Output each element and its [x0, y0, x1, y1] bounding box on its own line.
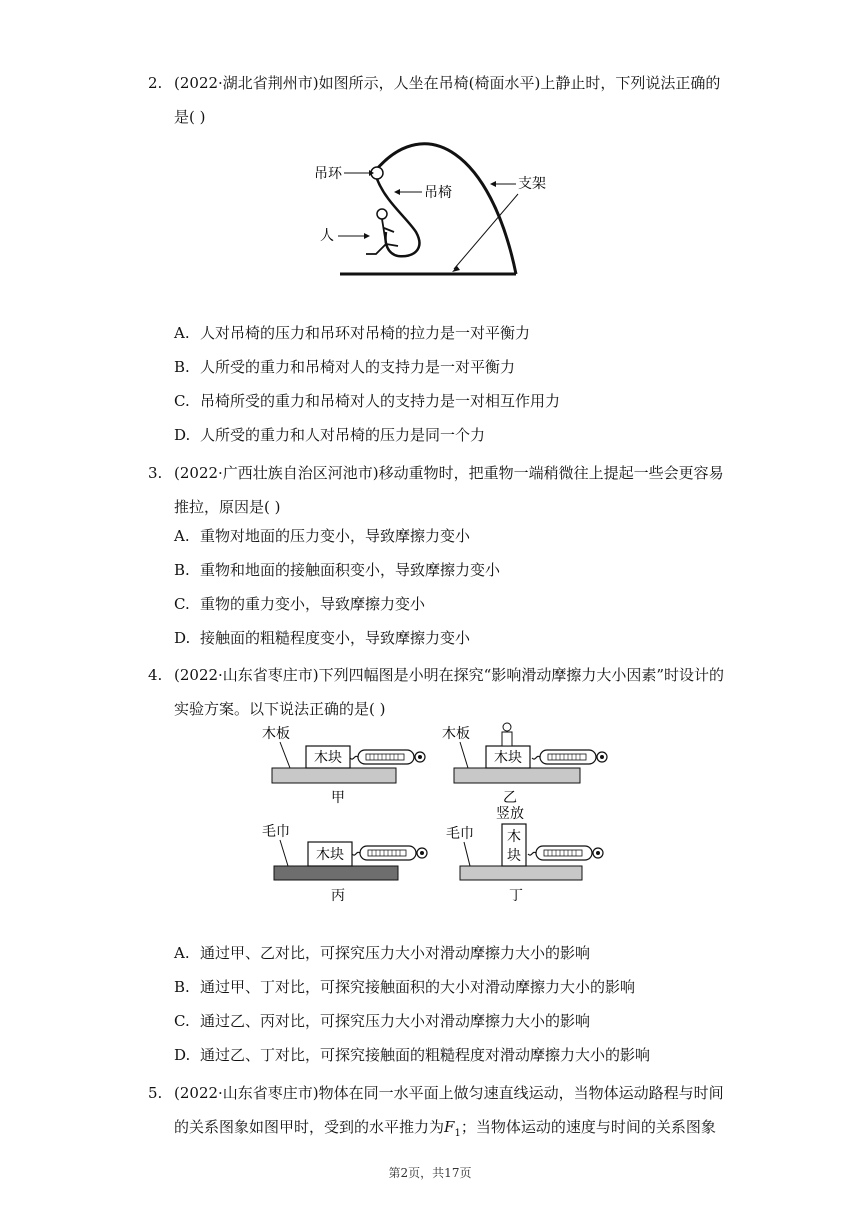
question-5 — [148, 1076, 728, 1151]
force-subscript: 1 — [454, 1128, 461, 1139]
label-block-v2: 块 — [507, 848, 521, 864]
question-text: (2022·广西壮族自治区河池市)移动重物时，把重物一端稍微往上提起一些会更容易推拉，原因是( ) — [174, 464, 724, 516]
option-3a — [174, 526, 470, 546]
option-text: 通过乙、丁对比，可探究接触面的粗糙程度对滑动摩擦力大小的影响 — [200, 1046, 651, 1064]
option-4b — [174, 977, 635, 997]
label-ding: 丁 — [509, 888, 523, 904]
option-letter: A. — [174, 527, 190, 545]
page-footer: 第2页，共17页 — [388, 1166, 472, 1180]
label-block-yi: 木块 — [494, 750, 522, 766]
option-text: 通过乙、丙对比，可探究压力大小对滑动摩擦力大小的影响 — [200, 1012, 591, 1030]
label-yi: 乙 — [503, 790, 517, 806]
option-4d — [174, 1045, 650, 1065]
question-2 — [148, 66, 728, 134]
option-letter: C. — [174, 1012, 190, 1030]
option-text: 通过甲、丁对比，可探究接触面积的大小对滑动摩擦力大小的影响 — [200, 978, 636, 996]
option-4c — [174, 1011, 590, 1031]
label-block-v1: 木 — [507, 829, 521, 845]
question-number: 4. — [148, 666, 163, 684]
option-text: 重物和地面的接触面积变小，导致摩擦力变小 — [200, 561, 501, 579]
option-2a — [174, 323, 530, 343]
label-block-bing: 木块 — [316, 847, 344, 863]
option-2c — [174, 391, 560, 411]
label-ring: 吊环 — [314, 166, 342, 182]
option-letter: A. — [174, 324, 190, 342]
option-text: 通过甲、乙对比，可探究压力大小对滑动摩擦力大小的影响 — [200, 944, 591, 962]
option-3b — [174, 560, 500, 580]
question-number: 5. — [148, 1084, 163, 1102]
question-text: (2022·湖北省荆州市)如图所示，人坐在吊椅(椅面水平)上静止时，下列说法正确的是( ) — [174, 74, 721, 126]
question-4 — [148, 658, 728, 726]
option-2d — [174, 425, 485, 445]
option-letter: C. — [174, 595, 190, 613]
label-bing: 丙 — [331, 888, 345, 904]
option-letter: B. — [174, 358, 190, 376]
option-letter: B. — [174, 978, 190, 996]
question-number: 2. — [148, 74, 163, 92]
question-text-part1: (2022·山东省枣庄市)物体在同一水平面上做匀速直线运动，当物体运动路程与时间的关系图象如图甲时，受到的水平推力为 — [174, 1084, 724, 1136]
option-text: 重物的重力变小，导致摩擦力变小 — [200, 595, 426, 613]
question-number: 3. — [148, 464, 163, 482]
option-letter: D. — [174, 629, 191, 647]
option-3d — [174, 628, 470, 648]
question-text: (2022·山东省枣庄市)下列四幅图是小明在探究“影响滑动摩擦力大小因素”时设计的实验方案。以下说法正确的是( ) — [174, 666, 724, 718]
label-upright: 竖放 — [496, 806, 524, 822]
label-block-jia: 木块 — [314, 750, 342, 766]
question-text — [174, 1076, 728, 1151]
label-board-jia: 木板 — [262, 726, 290, 742]
hanging-chair-figure — [306, 132, 546, 286]
label-board-yi: 木板 — [442, 726, 470, 742]
label-towel-ding: 毛巾 — [446, 826, 474, 842]
option-letter: B. — [174, 561, 190, 579]
option-text: 人所受的重力和吊椅对人的支持力是一对平衡力 — [200, 358, 516, 376]
friction-experiment-figure — [258, 720, 604, 910]
label-jia: 甲 — [331, 790, 345, 806]
option-letter: D. — [174, 426, 191, 444]
option-text: 接触面的粗糙程度变小，导致摩擦力变小 — [200, 629, 471, 647]
option-letter: A. — [174, 944, 190, 962]
option-text: 人所受的重力和人对吊椅的压力是同一个力 — [200, 426, 486, 444]
label-stand: 支架 — [518, 176, 546, 192]
option-3c — [174, 594, 425, 614]
label-chair: 吊椅 — [424, 185, 452, 201]
option-text: 人对吊椅的压力和吊环对吊椅的拉力是一对平衡力 — [200, 324, 531, 342]
option-2b — [174, 357, 515, 377]
label-person: 人 — [320, 228, 334, 244]
option-letter: D. — [174, 1046, 191, 1064]
force-symbol: F — [444, 1118, 455, 1136]
option-text: 重物对地面的压力变小，导致摩擦力变小 — [200, 527, 471, 545]
question-text-part2: ；当物体运动的速度与时间的关系图象 — [460, 1118, 716, 1136]
label-towel-bing: 毛巾 — [262, 824, 290, 840]
option-text: 吊椅所受的重力和吊椅对人的支持力是一对相互作用力 — [200, 392, 561, 410]
option-letter: C. — [174, 392, 190, 410]
question-3 — [148, 456, 728, 524]
option-4a — [174, 943, 590, 963]
